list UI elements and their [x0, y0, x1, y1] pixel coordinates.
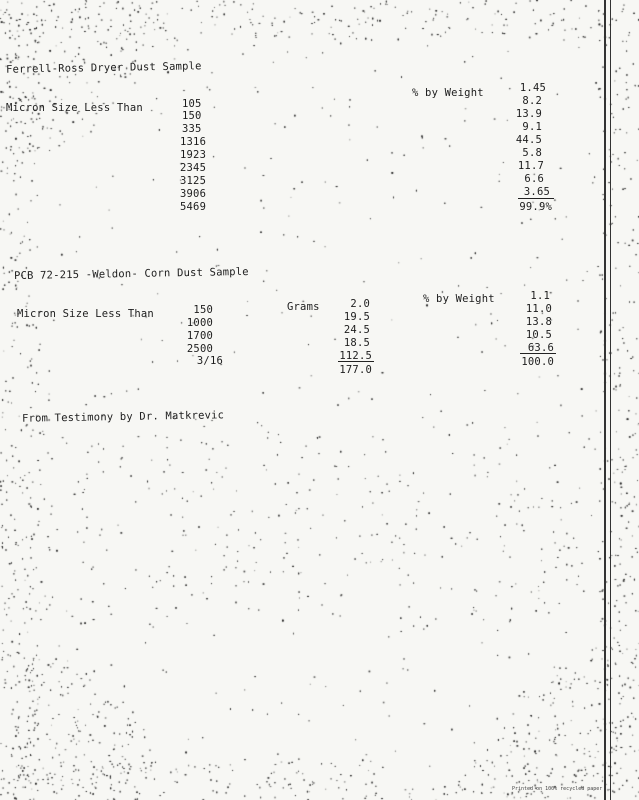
section1-weight-cell: 6.6	[524, 173, 544, 185]
section2-size-cell: 2500	[186, 343, 213, 355]
section1-size-cell: 3125	[180, 175, 207, 187]
section2-weight-total-rule	[520, 353, 556, 354]
section1-title: Ferrell-Ross Dryer Dust Sample	[5, 60, 202, 76]
section1-size-cell: 335	[182, 123, 202, 135]
section1-weight-label: % by Weight	[412, 87, 484, 99]
section1-weight-cell: 9.1	[522, 121, 542, 133]
section1-weight-cell: 8.2	[522, 95, 542, 107]
section1-weight-cell: 1.45	[519, 82, 546, 94]
section2-weight-cell: 11.0	[525, 303, 552, 315]
section1-size-cell: 3906	[180, 188, 207, 200]
section1-size-cell: 1316	[180, 136, 207, 148]
section2-grams-total-rule	[338, 361, 374, 362]
section2-size-cell: 3/16	[196, 355, 223, 367]
section1-weight-cell: 44.5	[515, 134, 542, 146]
section2-grams-cell: 18.5	[343, 337, 370, 349]
scan-edge-line	[610, 0, 611, 800]
section1-size-cell: 150	[182, 110, 202, 122]
section1-size-cell: 1923	[180, 149, 207, 161]
source-note: From Testimony by Dr. Matkrevic	[21, 409, 225, 425]
section1-weight-cell: 13.9	[515, 108, 542, 120]
section2-grams-cell: 2.0	[350, 298, 370, 310]
section2-title: PCB 72-215 -Weldon- Corn Dust Sample	[13, 265, 249, 283]
section2-weight-cell: 63.6	[527, 342, 554, 354]
section2-weight-cell: 1.1	[530, 290, 550, 302]
section1-micron-label: Micron Size Less Than	[6, 102, 143, 114]
section2-size-cell: 1000	[186, 317, 213, 329]
section2-size-cell: 150	[193, 304, 213, 316]
section2-grams-label: Grams	[287, 301, 320, 313]
section1-weight-cell: 3.65	[523, 186, 550, 198]
scan-edge-line	[604, 0, 606, 800]
section1-weight-total: 99.9%	[519, 201, 552, 213]
section1-weight-cell: 5.8	[522, 147, 542, 159]
section2-weight-cell: 10.5	[525, 329, 552, 341]
section1-size-cell: 5469	[180, 201, 207, 213]
section1-size-cell: 105	[182, 98, 202, 110]
section2-weight-total: 100.0	[521, 356, 554, 368]
section2-weight-label: % by Weight	[423, 293, 495, 305]
section2-grams-total: 177.0	[339, 364, 372, 376]
recycled-paper-note: Printed on 100% recycled paper	[512, 786, 603, 792]
section2-micron-label: Micron Size Less Than	[17, 308, 154, 320]
section1-total-rule	[518, 198, 554, 199]
section1-size-cell: 2345	[180, 162, 207, 174]
section2-grams-cell: 24.5	[343, 324, 370, 336]
section2-weight-cell: 13.8	[525, 316, 552, 328]
section2-size-cell: 1700	[186, 330, 213, 342]
section1-weight-cell: 11.7	[517, 160, 544, 172]
section2-grams-cell: 19.5	[343, 311, 370, 323]
section2-grams-cell: 112.5	[339, 350, 372, 362]
